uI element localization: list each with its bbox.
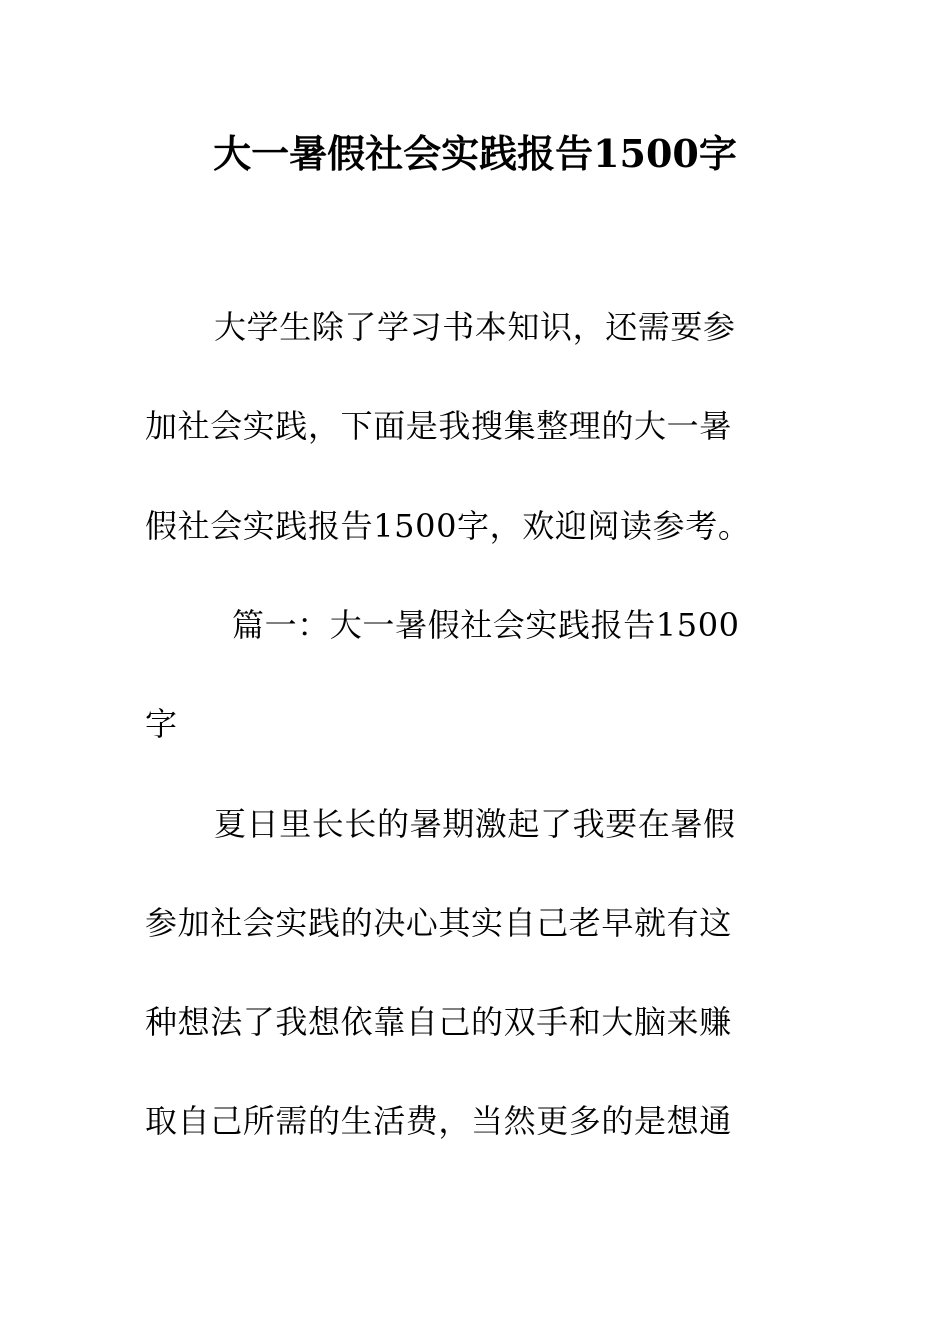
section-heading-line-2: 字: [145, 705, 178, 743]
body-line-3: 假社会实践报告1500字，欢迎阅读参考。: [145, 507, 751, 545]
body-line-2: 加社会实践，下面是我搜集整理的大一暑: [145, 407, 732, 445]
document-title: 大一暑假社会实践报告1500字: [213, 131, 737, 176]
body-line-5: 参加社会实践的决心其实自己老早就有这: [145, 904, 732, 942]
body-line-1: 大学生除了学习书本知识，还需要参: [214, 308, 736, 346]
body-line-7: 取自己所需的生活费，当然更多的是想通: [145, 1102, 732, 1140]
body-line-6: 种想法了我想依靠自己的双手和大脑来赚: [145, 1003, 732, 1041]
body-line-4: 夏日里长长的暑期激起了我要在暑假: [214, 805, 736, 843]
section-heading-line-1: 篇一：大一暑假社会实践报告1500: [232, 606, 740, 644]
